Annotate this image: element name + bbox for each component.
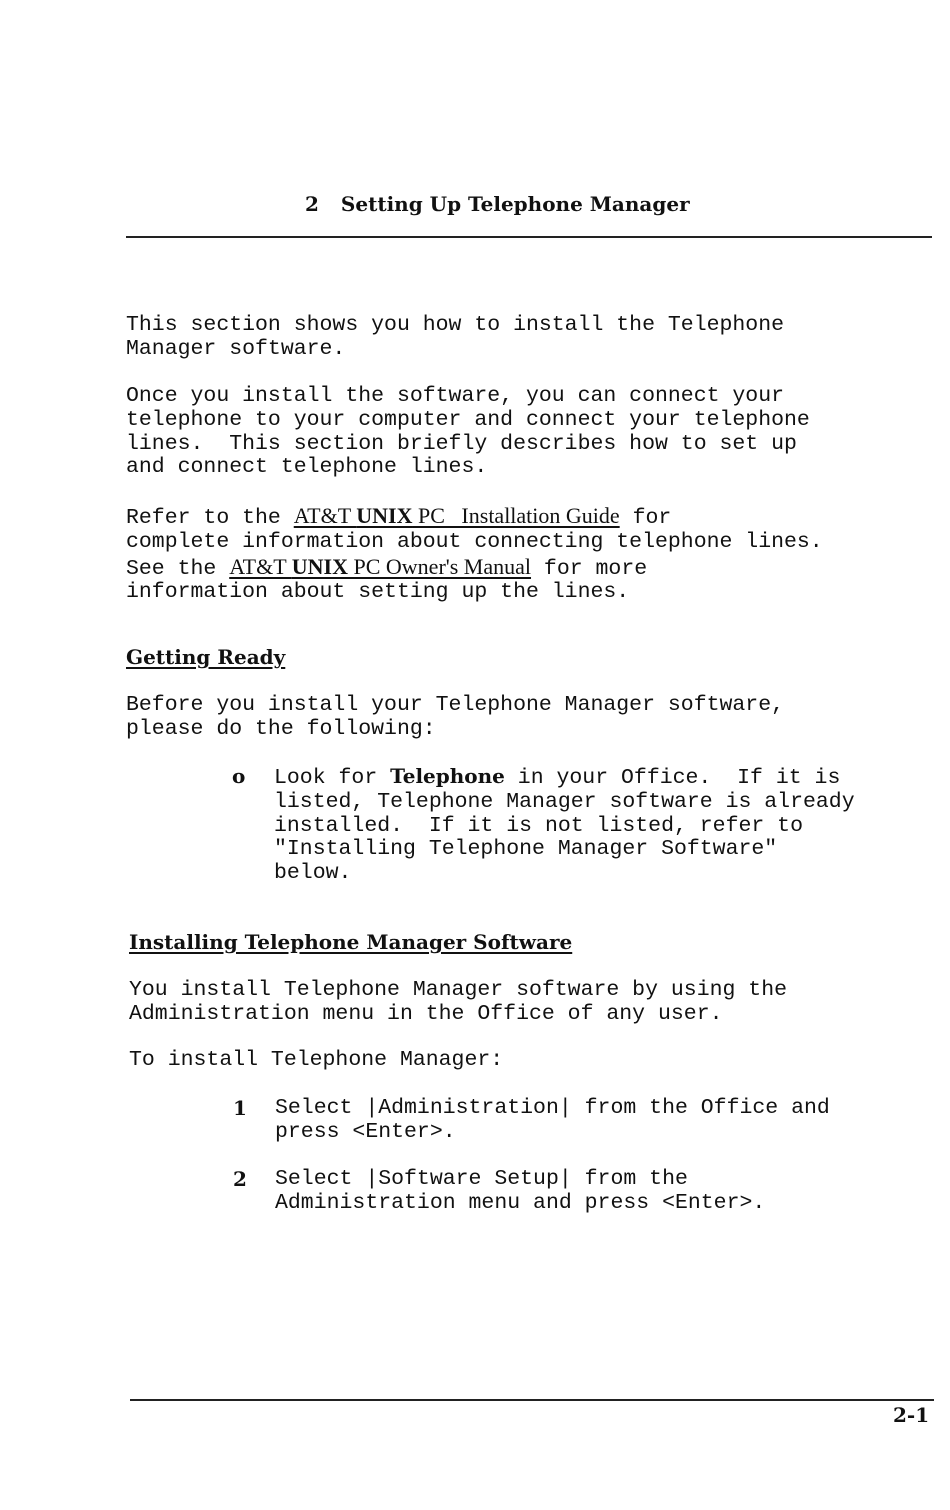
installing-paragraph-2: To install Telephone Manager: bbox=[129, 1048, 504, 1072]
step-number: 1 bbox=[233, 1096, 247, 1120]
intro-paragraph-2: Once you install the software, you can connect your telephone to your computer and connect your telephone lines. This section briefly describes how to set up and connect telephone lines. bbox=[126, 384, 810, 480]
bullet-item bbox=[232, 765, 855, 886]
installation-guide-reference: AT&T UNIX PC Installation Guide bbox=[293, 503, 620, 528]
step-text: Select |Administration| from the Office and press <Enter>. bbox=[275, 1096, 830, 1144]
p3-text-3: for more information about setting up the lines. bbox=[126, 556, 648, 605]
step-item bbox=[233, 1168, 765, 1216]
getting-ready-heading: Getting Ready bbox=[126, 645, 286, 669]
p3-text-2: for complete information about connecting telephone lines. See the bbox=[126, 506, 823, 581]
step-item bbox=[233, 1097, 830, 1145]
installing-paragraph-1: You install Telephone Manager software by using the Administration menu in the Office of any user. bbox=[129, 978, 788, 1026]
bullet-text: Look for Telephone in your Office. If it is listed, Telephone Manager software is already installed. If it is not listed, refer to "Installing Telephone Manager Software" below. bbox=[274, 764, 855, 886]
chapter-header bbox=[305, 193, 690, 217]
telephone-keyword: Telephone bbox=[390, 764, 505, 788]
bullet-marker: o bbox=[232, 764, 246, 788]
footer-rule bbox=[130, 1399, 934, 1401]
step-number: 2 bbox=[233, 1167, 247, 1191]
header-rule bbox=[126, 236, 932, 238]
p3-text-1: Refer to the bbox=[126, 506, 294, 530]
chapter-title: Setting Up Telephone Manager bbox=[340, 192, 690, 216]
page-number: 2-1 bbox=[893, 1403, 930, 1427]
intro-paragraph-3 bbox=[126, 504, 823, 605]
installing-heading: Installing Telephone Manager Software bbox=[129, 930, 573, 954]
step-text: Select |Software Setup| from the Administration menu and press <Enter>. bbox=[275, 1167, 766, 1215]
owners-manual-reference: AT&T UNIX PC Owner's Manual bbox=[229, 553, 532, 579]
intro-paragraph-1: This section shows you how to install the Telephone Manager software. bbox=[126, 313, 785, 361]
chapter-number: 2 bbox=[305, 192, 319, 216]
getting-ready-paragraph: Before you install your Telephone Manager software, please do the following: bbox=[126, 693, 785, 741]
